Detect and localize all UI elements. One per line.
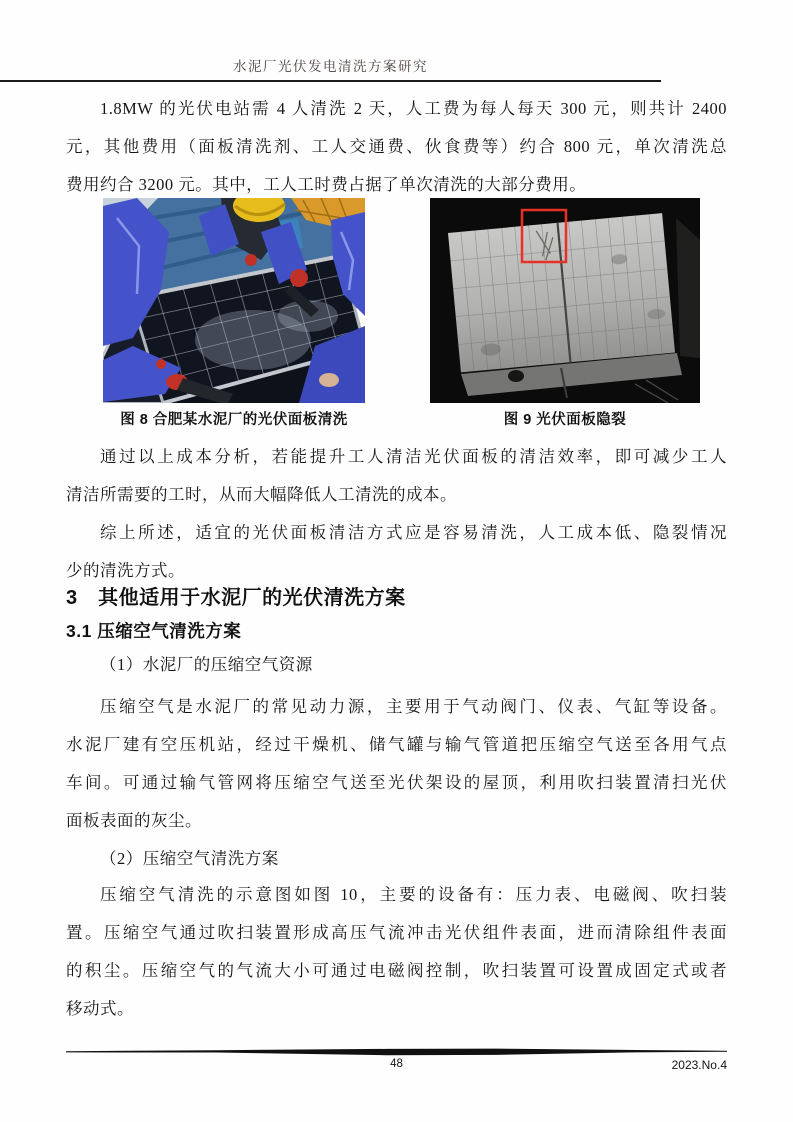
text-line: 少的清洗方式。 [66, 561, 185, 580]
figure-9 [430, 198, 700, 429]
footer-rule [66, 1048, 727, 1056]
text-line: 移动式。 [66, 999, 134, 1018]
fig9-photo-panel-crack [430, 198, 700, 403]
text-line: 通过以上成本分析，若能提升工人清洁光伏面板的清洁效率，即可减少工人 [100, 447, 727, 466]
text-line: 综上所述，适宜的光伏面板清洁方式应是容易清洗，人工成本低、隐裂情况 [100, 523, 727, 542]
dark-blob [508, 370, 524, 382]
paragraph-conclusion [66, 514, 727, 590]
figure9-caption: 图 9 光伏面板隐裂 [503, 412, 627, 428]
issue-number: 2023.No.4 [671, 1058, 727, 1072]
tool-red-detail [156, 359, 166, 369]
section-heading-3: 3 其他适用于水泥厂的光伏清洗方案 [66, 587, 406, 609]
text-line: （1）水泥厂的压缩空气资源 [100, 655, 313, 674]
running-title: 水泥厂光伏发电清洗方案研究 [233, 59, 428, 74]
red-glove-left [245, 254, 257, 266]
text-line: 水泥厂建有空压机站，经过干燥机、储气罐与输气管道把压缩空气送至各用气点 [66, 735, 727, 754]
header-rule [0, 80, 661, 82]
text-line: 面板表面的灰尘。 [66, 811, 202, 830]
text-line: 元，其他费用（面板清洗剂、工人交通费、伙食费等）约合 800 元，单次清洗总 [66, 137, 727, 156]
list-item-1 [66, 646, 727, 684]
text-line: 费用约合 3200 元。其中，工人工时费占据了单次清洗的大部分费用。 [66, 175, 587, 194]
paragraph-compressed-air-scheme [66, 876, 727, 1028]
list-item-2 [66, 840, 727, 878]
text-line: 1.8MW 的光伏电站需 4 人清洗 2 天，人工费为每人每天 300 元，则共计 2400 [100, 99, 727, 118]
red-glove-right [290, 269, 308, 287]
text-line: 压缩空气清洗的示意图如图 10，主要的设备有：压力表、电磁阀、吹扫装 [100, 885, 727, 904]
page-number: 48 [390, 1058, 403, 1070]
subsection-heading-3-1: 3.1 压缩空气清洗方案 [66, 621, 242, 641]
fig8-photo-pv-cleaning [103, 198, 365, 403]
text-line: 的积尘。压缩空气的气流大小可通过电磁阀控制，吹扫装置可设置成固定式或者 [66, 961, 727, 980]
paragraph-efficiency [66, 438, 727, 514]
text-line: 置。压缩空气通过吹扫装置形成高压气流冲击光伏组件表面，进而清除组件表面 [66, 923, 727, 942]
paragraph-cost-analysis [66, 90, 727, 204]
text-line: 清洁所需要的工时，从而大幅降低人工清洗的成本。 [66, 485, 457, 504]
text-line: 压缩空气是水泥厂的常见动力源，主要用于气动阀门、仪表、气缸等设备。 [100, 697, 727, 716]
shadow-wedge [676, 218, 700, 358]
paragraph-compressed-air-resource [66, 688, 727, 840]
figure-8 [103, 198, 365, 429]
bare-hand [319, 373, 339, 387]
figure8-caption: 图 8 合肥某水泥厂的光伏面板清洗 [120, 412, 348, 428]
text-line: 车间。可通过输气管网将压缩空气送至光伏架设的屋顶，利用吹扫装置清扫光伏 [66, 773, 727, 792]
el-panel [448, 213, 675, 372]
text-line: （2）压缩空气清洗方案 [100, 849, 279, 868]
